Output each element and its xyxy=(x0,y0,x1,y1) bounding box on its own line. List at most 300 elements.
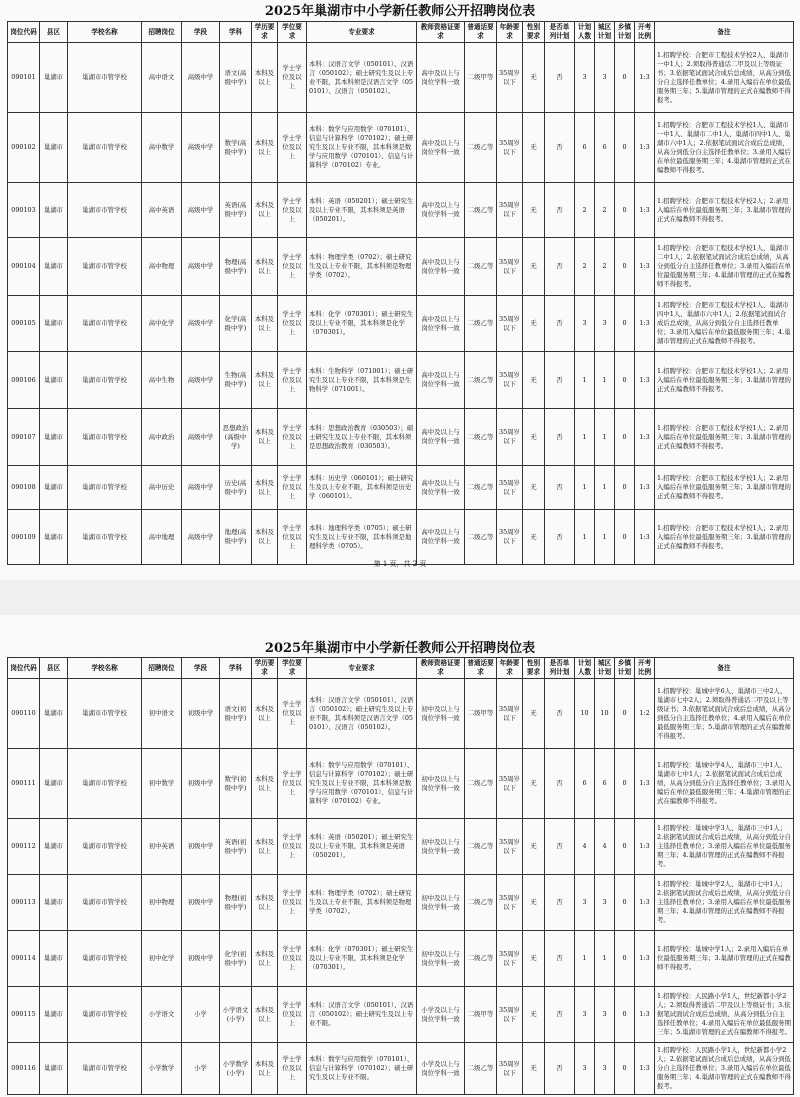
post-cell: 高中政治 xyxy=(142,409,182,466)
certificate-requirement: 初中及以上与岗位学科一致 xyxy=(417,931,465,987)
rural-count: 0 xyxy=(615,183,635,238)
column-header: 年龄要求 xyxy=(497,658,523,679)
rural-count: 0 xyxy=(615,931,635,987)
rural-count: 0 xyxy=(615,466,635,510)
exam-ratio: 1:3 xyxy=(635,1043,655,1095)
county-cell: 巢湖市 xyxy=(40,352,68,409)
gender-requirement: 无 xyxy=(523,352,545,409)
exam-ratio: 1:3 xyxy=(635,43,655,113)
plan-count: 6 xyxy=(575,749,595,819)
major-requirement: 本科：数学与应用数学（070101）、信息与计算科学（070102）；硕士研究生及以上专业不限，其本科须是数学与应用数学（070101）、信息与计算科学（070102）专业。 xyxy=(307,749,417,819)
plan-count: 3 xyxy=(575,296,595,352)
degree-cell: 学士学位及以上 xyxy=(278,510,307,565)
remarks-cell: 1.招聘学校：合肥市工程技术学校2人；2.录用入编后在单位最低服务期三年；3.巢湖市管理的正式在编教师不得报考。 xyxy=(655,183,794,238)
mandarin-requirement: 二级乙等 xyxy=(465,238,497,296)
table-header-row xyxy=(8,22,794,43)
post-cell: 高中物理 xyxy=(142,238,182,296)
education-cell: 本科及以上 xyxy=(252,238,278,296)
column-header: 学段 xyxy=(182,22,220,43)
school-cell: 巢湖市市管学校 xyxy=(68,1043,142,1095)
page-title: 2025年巢湖市中小学新任教师公开招聘岗位表 xyxy=(264,641,536,656)
column-header: 学校名称 xyxy=(68,658,142,679)
age-requirement: 35周岁以下 xyxy=(497,875,523,931)
column-header: 计划人数 xyxy=(575,22,595,43)
table-row xyxy=(8,238,794,296)
position-code: 090114 xyxy=(8,931,40,987)
mandarin-requirement: 二级乙等 xyxy=(465,1043,497,1095)
gender-requirement: 无 xyxy=(523,43,545,113)
post-cell: 初中物理 xyxy=(142,875,182,931)
major-requirement: 本科：汉语言文学（050101）、汉语言（050102）；硕士研究生及以上专业不限，其本科须是汉语言文学（050101）、汉语言（050102）。 xyxy=(307,43,417,113)
major-requirement: 本科：物理学类（0702）；硕士研究生及以上专业不限，其本科须是物理学类（0702）。 xyxy=(307,238,417,296)
column-header: 县区 xyxy=(40,658,68,679)
rural-count: 0 xyxy=(615,296,635,352)
education-cell: 本科及以上 xyxy=(252,875,278,931)
rural-count: 0 xyxy=(615,409,635,466)
urban-count: 4 xyxy=(595,819,615,875)
table-row xyxy=(8,352,794,409)
column-header: 岗位代码 xyxy=(8,22,40,43)
column-header: 乡镇计划 xyxy=(615,22,635,43)
remarks-cell: 1.招聘学校：合肥市工程技术学校1人、巢湖市一中1人、巢湖市二中1人、巢湖市四中1人、巢湖市六中1人；2.依据笔试面试合成后总成绩，从高分到低分自主选择任教单位；3.录用入编后在单位最低服务期三年；4.巢湖市管理的正式在编教师不得报考。 xyxy=(655,113,794,183)
county-cell: 巢湖市 xyxy=(40,819,68,875)
page-footer: 第 1 页，共 2 页 xyxy=(373,560,427,568)
gender-requirement: 无 xyxy=(523,296,545,352)
table-row xyxy=(8,113,794,183)
remarks-cell: 1.招聘学校：合肥市工程技术学校1人；2.录用入编后在单位最低服务期三年；3.巢湖市管理的正式在编教师不得报考。 xyxy=(655,352,794,409)
column-header: 性别要求 xyxy=(523,658,545,679)
post-cell: 高中语文 xyxy=(142,43,182,113)
stage-cell: 初级中学 xyxy=(182,749,220,819)
county-cell: 巢湖市 xyxy=(40,43,68,113)
school-cell: 巢湖市市管学校 xyxy=(68,679,142,749)
table-row xyxy=(8,1043,794,1095)
separate-plan-cell: 否 xyxy=(545,875,575,931)
degree-cell: 学士学位及以上 xyxy=(278,238,307,296)
major-requirement: 本科：地理科学类（0705）；硕士研究生及以上专业不限，其本科须是地理科学类（0705）。 xyxy=(307,510,417,565)
plan-count: 3 xyxy=(575,875,595,931)
county-cell: 巢湖市 xyxy=(40,409,68,466)
degree-cell: 学士学位及以上 xyxy=(278,466,307,510)
certificate-requirement: 小学及以上与岗位学科一致 xyxy=(417,1043,465,1095)
urban-count: 10 xyxy=(595,679,615,749)
exam-ratio: 1:3 xyxy=(635,510,655,565)
age-requirement: 35周岁以下 xyxy=(497,183,523,238)
separate-plan-cell: 否 xyxy=(545,679,575,749)
mandarin-requirement: 二级乙等 xyxy=(465,352,497,409)
certificate-requirement: 高中及以上与岗位学科一致 xyxy=(417,238,465,296)
table-row xyxy=(8,875,794,931)
education-cell: 本科及以上 xyxy=(252,113,278,183)
separate-plan-cell: 否 xyxy=(545,819,575,875)
school-cell: 巢湖市市管学校 xyxy=(68,183,142,238)
separate-plan-cell: 否 xyxy=(545,466,575,510)
column-header: 城区计划 xyxy=(595,658,615,679)
position-code: 090106 xyxy=(8,352,40,409)
degree-cell: 学士学位及以上 xyxy=(278,875,307,931)
gender-requirement: 无 xyxy=(523,510,545,565)
separate-plan-cell: 否 xyxy=(545,931,575,987)
separate-plan-cell: 否 xyxy=(545,238,575,296)
rural-count: 0 xyxy=(615,819,635,875)
age-requirement: 35周岁以下 xyxy=(497,409,523,466)
gender-requirement: 无 xyxy=(523,819,545,875)
table-row xyxy=(8,819,794,875)
education-cell: 本科及以上 xyxy=(252,466,278,510)
column-header: 学科 xyxy=(220,22,252,43)
county-cell: 巢湖市 xyxy=(40,183,68,238)
column-header: 学位要求 xyxy=(278,658,307,679)
position-code: 090108 xyxy=(8,466,40,510)
plan-count: 2 xyxy=(575,238,595,296)
column-header: 招聘岗位 xyxy=(142,22,182,43)
county-cell: 巢湖市 xyxy=(40,466,68,510)
age-requirement: 35周岁以下 xyxy=(497,931,523,987)
exam-ratio: 1:3 xyxy=(635,819,655,875)
mandarin-requirement: 二级甲等 xyxy=(465,679,497,749)
county-cell: 巢湖市 xyxy=(40,987,68,1043)
major-requirement: 本科：历史学（060101）；硕士研究生及以上专业不限，其本科须是历史学（060101）。 xyxy=(307,466,417,510)
separate-plan-cell: 否 xyxy=(545,510,575,565)
school-cell: 巢湖市市管学校 xyxy=(68,43,142,113)
column-header: 是否单列计划 xyxy=(545,658,575,679)
table-header-row xyxy=(8,658,794,679)
school-cell: 巢湖市市管学校 xyxy=(68,819,142,875)
stage-cell: 高级中学 xyxy=(182,183,220,238)
position-code: 090102 xyxy=(8,113,40,183)
degree-cell: 学士学位及以上 xyxy=(278,183,307,238)
post-cell: 高中生物 xyxy=(142,352,182,409)
education-cell: 本科及以上 xyxy=(252,352,278,409)
position-code: 090107 xyxy=(8,409,40,466)
stage-cell: 初级中学 xyxy=(182,931,220,987)
column-header: 是否单列计划 xyxy=(545,22,575,43)
gender-requirement: 无 xyxy=(523,749,545,819)
remarks-cell: 1.招聘学校：人民路小学1人，世纪新都小学2人；2.须取得普通话二甲及以上等级证书；3.依据笔试面试合成后总成绩，从高分到低分自主选择任教单位；4.录用入编后在单位最低服务期三年；5.巢湖市管理的正式在编教师不得报考。 xyxy=(655,987,794,1043)
remarks-cell: 1.招聘学校：合肥市工程技术学校1人；2.录用入编后在单位最低服务期三年；3.巢湖市管理的正式在编教师不得报考。 xyxy=(655,510,794,565)
degree-cell: 学士学位及以上 xyxy=(278,749,307,819)
column-header: 专业要求 xyxy=(307,658,417,679)
column-header: 计划人数 xyxy=(575,658,595,679)
education-cell: 本科及以上 xyxy=(252,819,278,875)
remarks-cell: 1.招聘学校：人民路小学1人，世纪新都小学2人；2.依据笔试面试合成后总成绩，从高分到低分自主选择任教单位；3.录用入编后在单位最低服务期三年；4.巢湖市管理的正式在编教师不得报考。 xyxy=(655,1043,794,1095)
mandarin-requirement: 二级乙等 xyxy=(465,296,497,352)
position-code: 090105 xyxy=(8,296,40,352)
post-cell: 高中历史 xyxy=(142,466,182,510)
plan-count: 4 xyxy=(575,819,595,875)
plan-count: 3 xyxy=(575,43,595,113)
table-row xyxy=(8,183,794,238)
stage-cell: 高级中学 xyxy=(182,43,220,113)
exam-ratio: 1:3 xyxy=(635,987,655,1043)
major-requirement: 本科：生物科学（071001）；硕士研究生及以上专业不限，其本科须是生物科学（071001）。 xyxy=(307,352,417,409)
subject-cell: 物理(初级中学) xyxy=(220,875,252,931)
gender-requirement: 无 xyxy=(523,931,545,987)
table-row xyxy=(8,931,794,987)
remarks-cell: 1.招聘学校：合肥市工程技术学校1人；2.录用入编后在单位最低服务期三年；3.巢湖市管理的正式在编教师不得报考。 xyxy=(655,409,794,466)
rural-count: 0 xyxy=(615,238,635,296)
plan-count: 2 xyxy=(575,183,595,238)
certificate-requirement: 高中及以上与岗位学科一致 xyxy=(417,510,465,565)
post-cell: 高中英语 xyxy=(142,183,182,238)
separate-plan-cell: 否 xyxy=(545,749,575,819)
position-code: 090113 xyxy=(8,875,40,931)
post-cell: 初中语文 xyxy=(142,679,182,749)
table-row xyxy=(8,409,794,466)
exam-ratio: 1:3 xyxy=(635,113,655,183)
column-header: 普通话要求 xyxy=(465,22,497,43)
mandarin-requirement: 二级甲等 xyxy=(465,987,497,1043)
remarks-cell: 1.招聘学校：巢城中学3人、巢湖市三中1人；2.依据笔试面试合成后总成绩，从高分到低分自主选择任教单位；3.录用入编后在单位最低服务期三年；4.巢湖市管理的正式在编教师不得报考。 xyxy=(655,819,794,875)
remarks-cell: 1.招聘学校：巢城中学2人、巢湖市七中1人；2.依据笔试面试合成后总成绩，从高分到低分自主选择任教单位；3.录用入编后在单位最低服务期三年；4.巢湖市管理的正式在编教师不得报考。 xyxy=(655,875,794,931)
position-code: 090111 xyxy=(8,749,40,819)
subject-cell: 化学(初级中学) xyxy=(220,931,252,987)
exam-ratio: 1:3 xyxy=(635,238,655,296)
education-cell: 本科及以上 xyxy=(252,510,278,565)
county-cell: 巢湖市 xyxy=(40,1043,68,1095)
remarks-cell: 1.招聘学校：合肥市工程技术学校2人、巢湖市一中1人；2.须取得普通话二甲及以上等级证书；3.依据笔试面试合成后总成绩，从高分到低分自主选择任教单位；4.录用入编后在单位最低服务期三年；5.巢湖市管理的正式在编教师不得报考。 xyxy=(655,43,794,113)
page-gap xyxy=(0,580,800,615)
gender-requirement: 无 xyxy=(523,409,545,466)
certificate-requirement: 高中及以上与岗位学科一致 xyxy=(417,409,465,466)
school-cell: 巢湖市市管学校 xyxy=(68,510,142,565)
education-cell: 本科及以上 xyxy=(252,183,278,238)
county-cell: 巢湖市 xyxy=(40,931,68,987)
mandarin-requirement: 二级乙等 xyxy=(465,510,497,565)
post-cell: 初中数学 xyxy=(142,749,182,819)
separate-plan-cell: 否 xyxy=(545,296,575,352)
age-requirement: 35周岁以下 xyxy=(497,987,523,1043)
column-header: 县区 xyxy=(40,22,68,43)
age-requirement: 35周岁以下 xyxy=(497,113,523,183)
certificate-requirement: 高中及以上与岗位学科一致 xyxy=(417,466,465,510)
remarks-cell: 1.招聘学校：合肥市工程技术学校1人；2.录用入编后在单位最低服务期三年；3.巢湖市管理的正式在编教师不得报考。 xyxy=(655,466,794,510)
age-requirement: 35周岁以下 xyxy=(497,466,523,510)
subject-cell: 物理(高级中学) xyxy=(220,238,252,296)
subject-cell: 语文(高级中学) xyxy=(220,43,252,113)
mandarin-requirement: 二级乙等 xyxy=(465,875,497,931)
mandarin-requirement: 二级乙等 xyxy=(465,409,497,466)
separate-plan-cell: 否 xyxy=(545,409,575,466)
school-cell: 巢湖市市管学校 xyxy=(68,749,142,819)
remarks-cell: 1.招聘学校：巢城中学1人；2.录用入编后在单位最低服务期三年；3.巢湖市管理的正式在编教师不得报考。 xyxy=(655,931,794,987)
rural-count: 0 xyxy=(615,749,635,819)
major-requirement: 本科：汉语言文学（050101）、汉语言（050102）；硕士研究生及以上专业不限，其本科须是汉语言文学（050101）、汉语言（050102）。 xyxy=(307,679,417,749)
certificate-requirement: 初中及以上与岗位学科一致 xyxy=(417,749,465,819)
exam-ratio: 1:3 xyxy=(635,466,655,510)
plan-count: 3 xyxy=(575,1043,595,1095)
column-header: 备注 xyxy=(655,22,794,43)
degree-cell: 学士学位及以上 xyxy=(278,409,307,466)
exam-ratio: 1:3 xyxy=(635,296,655,352)
post-cell: 小学数学 xyxy=(142,1043,182,1095)
exam-ratio: 1:3 xyxy=(635,749,655,819)
table-row xyxy=(8,987,794,1043)
column-header: 开考比例 xyxy=(635,658,655,679)
separate-plan-cell: 否 xyxy=(545,1043,575,1095)
column-header: 开考比例 xyxy=(635,22,655,43)
school-cell: 巢湖市市管学校 xyxy=(68,238,142,296)
mandarin-requirement: 二级乙等 xyxy=(465,183,497,238)
education-cell: 本科及以上 xyxy=(252,987,278,1043)
post-cell: 高中数学 xyxy=(142,113,182,183)
post-cell: 高中化学 xyxy=(142,296,182,352)
school-cell: 巢湖市市管学校 xyxy=(68,113,142,183)
urban-count: 2 xyxy=(595,183,615,238)
urban-count: 1 xyxy=(595,409,615,466)
rural-count: 0 xyxy=(615,113,635,183)
education-cell: 本科及以上 xyxy=(252,409,278,466)
rural-count: 0 xyxy=(615,510,635,565)
plan-count: 6 xyxy=(575,113,595,183)
stage-cell: 小学 xyxy=(182,987,220,1043)
position-code: 090115 xyxy=(8,987,40,1043)
plan-count: 1 xyxy=(575,466,595,510)
county-cell: 巢湖市 xyxy=(40,510,68,565)
remarks-cell: 1.招聘学校：巢城中学4人、巢湖市三中1人、巢湖市七中1人；2.依据笔试面试合成后总成绩，从高分到低分自主选择任教单位；3.录用入编后在单位最低服务期三年；4.巢湖市管理的正式在编教师不得报考。 xyxy=(655,749,794,819)
document-page-2 xyxy=(0,615,800,1097)
age-requirement: 35周岁以下 xyxy=(497,679,523,749)
subject-cell: 英语(高级中学) xyxy=(220,183,252,238)
degree-cell: 学士学位及以上 xyxy=(278,931,307,987)
stage-cell: 初级中学 xyxy=(182,679,220,749)
school-cell: 巢湖市市管学校 xyxy=(68,466,142,510)
county-cell: 巢湖市 xyxy=(40,238,68,296)
major-requirement: 本科：英语（050201）；硕士研究生及以上专业不限，其本科须是英语（050201）。 xyxy=(307,183,417,238)
remarks-cell: 1.招聘学校：合肥市工程技术学校1人、巢湖市二中1人；2.依据笔试面试合成后总成绩，从高分到低分自主选择任教单位；3.录用入编后在单位最低服务期三年；4.巢湖市管理的正式在编教师不得报考。 xyxy=(655,238,794,296)
rural-count: 0 xyxy=(615,679,635,749)
positions-table xyxy=(7,657,794,1095)
column-header: 学位要求 xyxy=(278,22,307,43)
rural-count: 0 xyxy=(615,1043,635,1095)
urban-count: 1 xyxy=(595,931,615,987)
stage-cell: 高级中学 xyxy=(182,352,220,409)
table-row xyxy=(8,43,794,113)
education-cell: 本科及以上 xyxy=(252,679,278,749)
column-header: 年龄要求 xyxy=(497,22,523,43)
table-row xyxy=(8,466,794,510)
column-header: 学历要求 xyxy=(252,22,278,43)
certificate-requirement: 高中及以上与岗位学科一致 xyxy=(417,43,465,113)
age-requirement: 35周岁以下 xyxy=(497,238,523,296)
subject-cell: 数学(初级中学) xyxy=(220,749,252,819)
separate-plan-cell: 否 xyxy=(545,352,575,409)
plan-count: 1 xyxy=(575,409,595,466)
mandarin-requirement: 二级乙等 xyxy=(465,931,497,987)
subject-cell: 英语(初级中学) xyxy=(220,819,252,875)
rural-count: 0 xyxy=(615,875,635,931)
exam-ratio: 1:2 xyxy=(635,679,655,749)
urban-count: 3 xyxy=(595,43,615,113)
subject-cell: 小学语文(小学) xyxy=(220,987,252,1043)
major-requirement: 本科：化学（070301）；硕士研究生及以上专业不限，其本科须是化学（070301）。 xyxy=(307,931,417,987)
school-cell: 巢湖市市管学校 xyxy=(68,931,142,987)
column-header: 备注 xyxy=(655,658,794,679)
column-header: 乡镇计划 xyxy=(615,658,635,679)
gender-requirement: 无 xyxy=(523,466,545,510)
position-code: 090110 xyxy=(8,679,40,749)
subject-cell: 历史(高级中学) xyxy=(220,466,252,510)
certificate-requirement: 高中及以上与岗位学科一致 xyxy=(417,296,465,352)
certificate-requirement: 初中及以上与岗位学科一致 xyxy=(417,875,465,931)
stage-cell: 初级中学 xyxy=(182,819,220,875)
positions-table xyxy=(7,21,794,565)
certificate-requirement: 高中及以上与岗位学科一致 xyxy=(417,113,465,183)
plan-count: 1 xyxy=(575,510,595,565)
rural-count: 0 xyxy=(615,987,635,1043)
position-code: 090112 xyxy=(8,819,40,875)
subject-cell: 生物(高级中学) xyxy=(220,352,252,409)
exam-ratio: 1:3 xyxy=(635,352,655,409)
degree-cell: 学士学位及以上 xyxy=(278,987,307,1043)
certificate-requirement: 初中及以上与岗位学科一致 xyxy=(417,819,465,875)
age-requirement: 35周岁以下 xyxy=(497,352,523,409)
post-cell: 高中地理 xyxy=(142,510,182,565)
table-row xyxy=(8,296,794,352)
stage-cell: 高级中学 xyxy=(182,409,220,466)
gender-requirement: 无 xyxy=(523,1043,545,1095)
table-row xyxy=(8,749,794,819)
column-header: 性别要求 xyxy=(523,22,545,43)
urban-count: 1 xyxy=(595,352,615,409)
mandarin-requirement: 二级乙等 xyxy=(465,819,497,875)
column-header: 城区计划 xyxy=(595,22,615,43)
gender-requirement: 无 xyxy=(523,987,545,1043)
stage-cell: 高级中学 xyxy=(182,296,220,352)
gender-requirement: 无 xyxy=(523,238,545,296)
subject-cell: 地理(高级中学) xyxy=(220,510,252,565)
column-header: 学段 xyxy=(182,658,220,679)
school-cell: 巢湖市市管学校 xyxy=(68,409,142,466)
age-requirement: 35周岁以下 xyxy=(497,296,523,352)
stage-cell: 高级中学 xyxy=(182,113,220,183)
post-cell: 小学语文 xyxy=(142,987,182,1043)
school-cell: 巢湖市市管学校 xyxy=(68,352,142,409)
column-header: 学历要求 xyxy=(252,658,278,679)
county-cell: 巢湖市 xyxy=(40,113,68,183)
degree-cell: 学士学位及以上 xyxy=(278,819,307,875)
mandarin-requirement: 二级乙等 xyxy=(465,749,497,819)
column-header: 岗位代码 xyxy=(8,658,40,679)
school-cell: 巢湖市市管学校 xyxy=(68,296,142,352)
county-cell: 巢湖市 xyxy=(40,296,68,352)
urban-count: 3 xyxy=(595,987,615,1043)
plan-count: 10 xyxy=(575,679,595,749)
urban-count: 6 xyxy=(595,113,615,183)
county-cell: 巢湖市 xyxy=(40,875,68,931)
degree-cell: 学士学位及以上 xyxy=(278,296,307,352)
table-row xyxy=(8,510,794,565)
position-code: 090104 xyxy=(8,238,40,296)
subject-cell: 化学(高级中学) xyxy=(220,296,252,352)
degree-cell: 学士学位及以上 xyxy=(278,43,307,113)
column-header: 教师资格证要求 xyxy=(417,22,465,43)
degree-cell: 学士学位及以上 xyxy=(278,1043,307,1095)
subject-cell: 思想政治(高级中学) xyxy=(220,409,252,466)
major-requirement: 本科：物理学类（0702）；硕士研究生及以上专业不限，其本科须是物理学类（0702）。 xyxy=(307,875,417,931)
stage-cell: 小学 xyxy=(182,1043,220,1095)
mandarin-requirement: 二级甲等 xyxy=(465,43,497,113)
age-requirement: 35周岁以下 xyxy=(497,510,523,565)
position-code: 090116 xyxy=(8,1043,40,1095)
mandarin-requirement: 二级乙等 xyxy=(465,113,497,183)
plan-count: 3 xyxy=(575,987,595,1043)
position-code: 090103 xyxy=(8,183,40,238)
stage-cell: 高级中学 xyxy=(182,238,220,296)
mandarin-requirement: 二级乙等 xyxy=(465,466,497,510)
urban-count: 3 xyxy=(595,875,615,931)
column-header: 普通话要求 xyxy=(465,658,497,679)
